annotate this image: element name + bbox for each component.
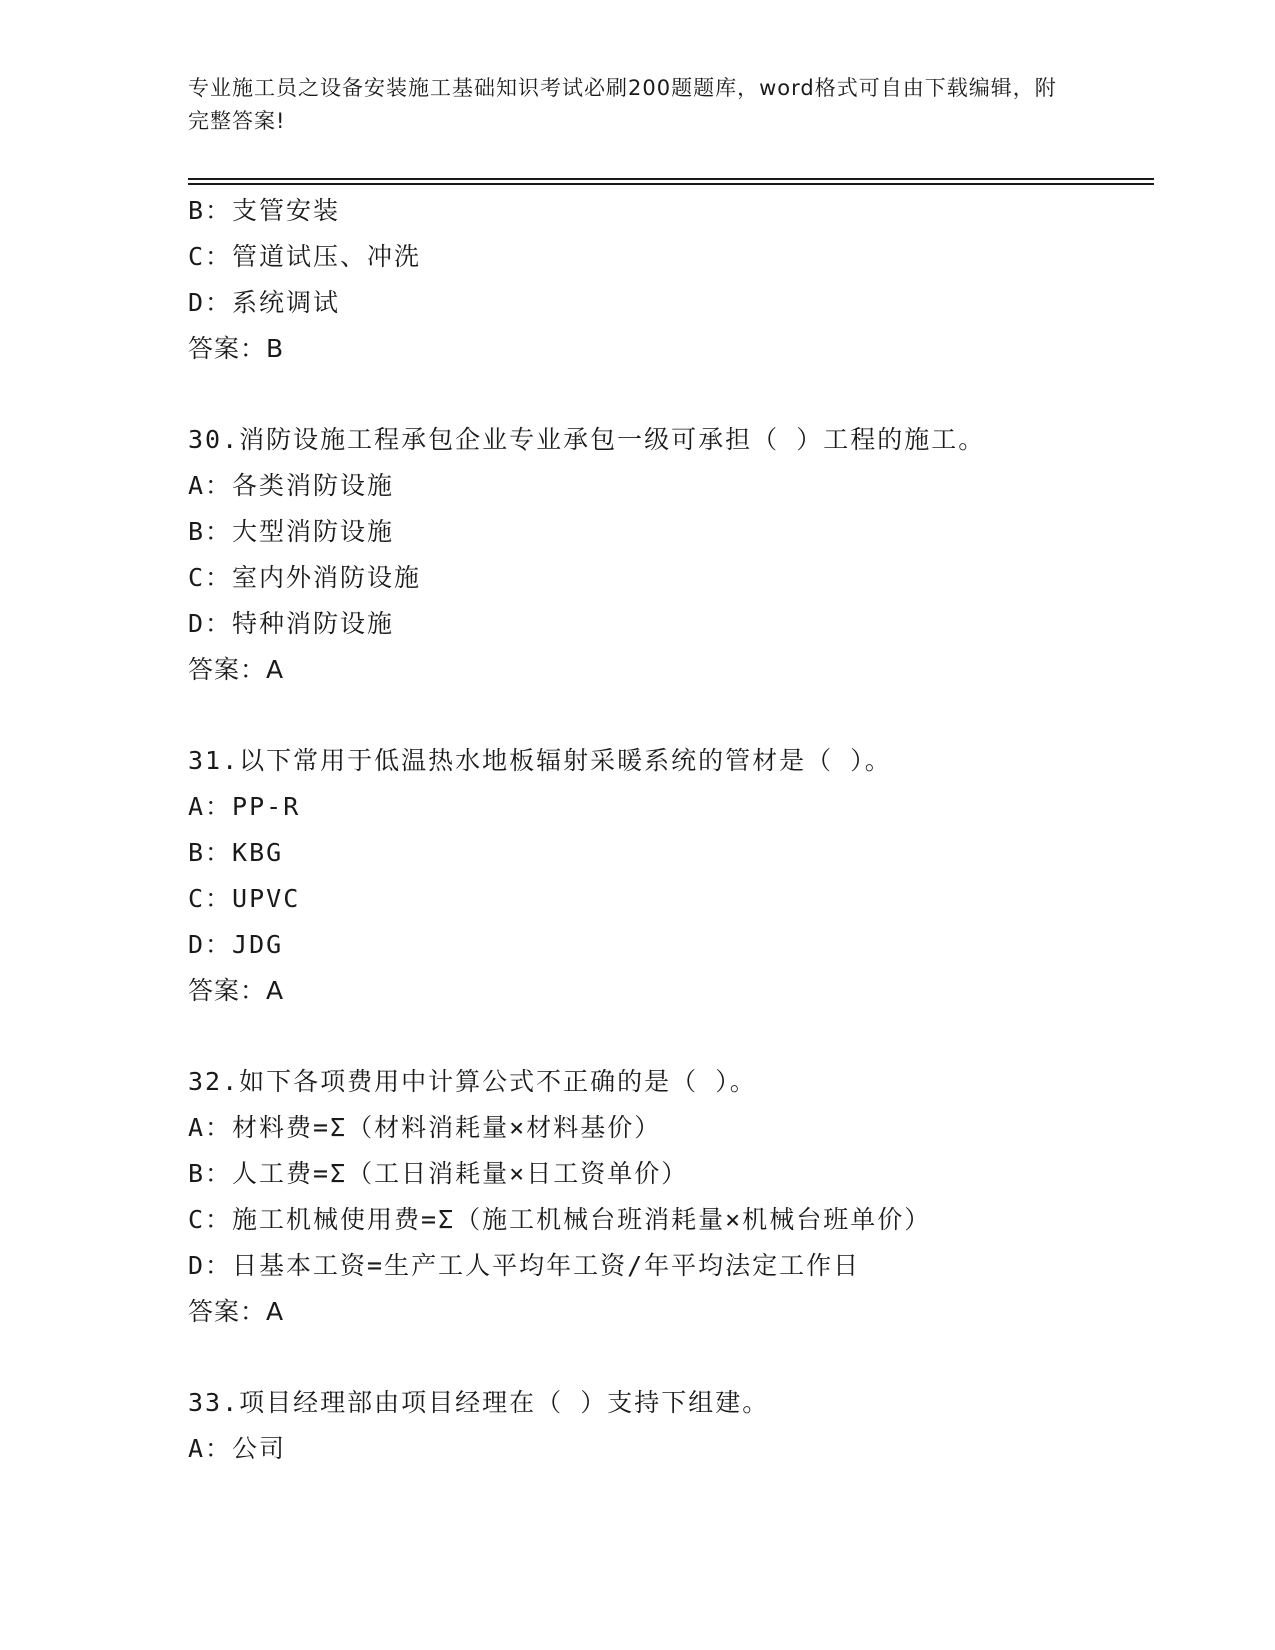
question-text: 30.消防设施工程承包企业专业承包一级可承担（ ）工程的施工。	[188, 425, 986, 454]
option-line: C：UPVC	[188, 884, 301, 913]
option-line: D：系统调试	[188, 288, 341, 317]
block-spacer	[188, 1335, 1154, 1380]
page-title: 专业施工员之设备安装施工基础知识考试必刷200题题库，word格式可自由下载编辑，附完整答案!	[188, 76, 1057, 133]
option-line: D：JDG	[188, 930, 284, 959]
answer-line: 答案：A	[188, 976, 285, 1005]
option-line: A：材料费=Σ（材料消耗量×材料基价）	[188, 1113, 662, 1142]
question-text: 33.项目经理部由项目经理在（ ）支持下组建。	[188, 1388, 770, 1417]
option-line: B：大型消防设施	[188, 517, 395, 546]
option-line: B：人工费=Σ（工日消耗量×日工资单价）	[188, 1159, 689, 1188]
question-text: 31.以下常用于低温热水地板辐射采暖系统的管材是（ ）。	[188, 746, 892, 775]
answer-line: 答案：A	[188, 655, 285, 684]
header-divider-top	[188, 178, 1154, 180]
question-block-30	[188, 417, 1154, 693]
option-line: B：KBG	[188, 838, 284, 867]
question-block-33	[188, 1380, 1154, 1472]
question-text: 32.如下各项费用中计算公式不正确的是（ ）。	[188, 1067, 757, 1096]
question-list	[188, 188, 1154, 1472]
block-spacer	[188, 372, 1154, 417]
option-line: C：室内外消防设施	[188, 563, 422, 592]
block-spacer	[188, 1014, 1154, 1059]
question-block-31	[188, 738, 1154, 1014]
block-spacer	[188, 693, 1154, 738]
answer-line: 答案：B	[188, 334, 285, 363]
option-line: C：施工机械使用费=Σ（施工机械台班消耗量×机械台班单价）	[188, 1205, 932, 1234]
option-line: A：PP-R	[188, 792, 301, 821]
question-block-32	[188, 1059, 1154, 1335]
question-block-29	[188, 188, 1154, 372]
option-line: B：支管安装	[188, 196, 341, 225]
header-divider-bottom	[188, 183, 1154, 185]
answer-line: 答案：A	[188, 1297, 285, 1326]
option-line: A：各类消防设施	[188, 471, 395, 500]
option-line: A：公司	[188, 1434, 287, 1463]
option-line: D：日基本工资=生产工人平均年工资/年平均法定工作日	[188, 1251, 861, 1280]
option-line: D：特种消防设施	[188, 609, 395, 638]
option-line: C：管道试压、冲洗	[188, 242, 422, 271]
